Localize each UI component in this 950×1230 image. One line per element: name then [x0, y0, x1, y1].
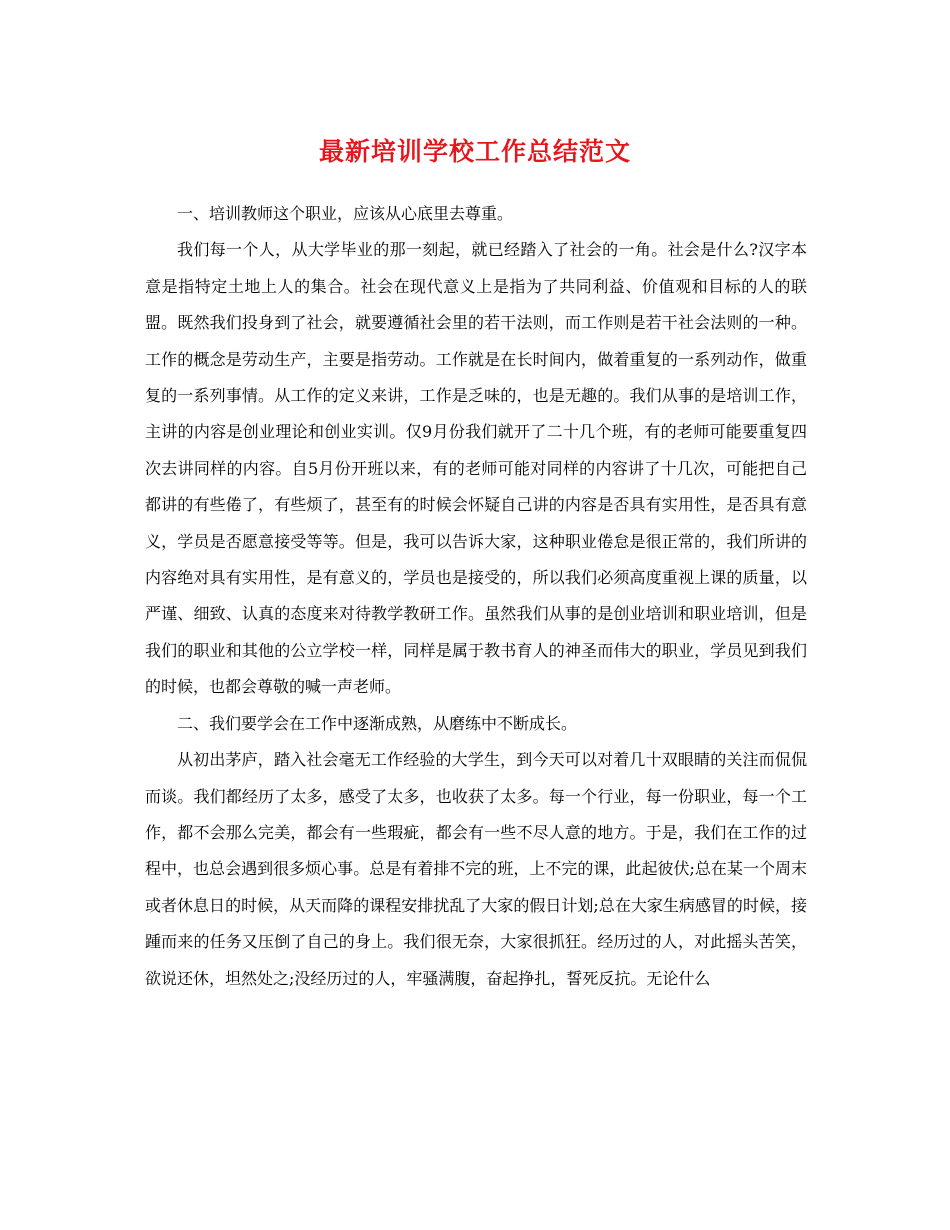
paragraph-heading-1: 一、培训教师这个职业，应该从心底里去尊重。: [177, 204, 514, 223]
paragraph: 我们每一个人，从大学毕业的那一刻起，就已经踏入了社会的一角。社会是什么?汉字本意是指特定土地上人的集合。社会在现代意义上是指为了共同利益、价值观和目标的人的联盟。既然我们投身到了社会，就要遵循社会里的若干法则，而工作则是若干社会法则的一种。工作的概念是劳动生产，主要是指劳动。工作就是在长时间内，做着重复的一系列动作，做重复的一系列事情。从工作的定义来讲，工作是乏味的，也是无趣的。我们从事的是培训工作，主讲的内容是创业理论和创业实训。仅9月份我们就开了二十几个班，有的老师可能要重复四次去讲同样的内容。自5月份开班以来，有的老师可能对同样的内容讲了十几次，可能把自己都讲的有些倦了，有些烦了，甚至有的时候会怀疑自己讲的内容是否具有实用性，是否具有意义，学员是否愿意接受等等。但是，我可以告诉大家，这种职业倦怠是很正常的，我们所讲的内容绝对具有实用性，是有意义的，学员也是接受的，所以我们必须高度重视上课的质量，以严谨、细致、认真的态度来对待教学教研工作。虽然我们从事的是创业培训和职业培训，但是我们的职业和其他的公立学校一样，同样是属于教书育人的神圣而伟大的职业，学员见到我们的时候，也都会尊敬的喊一声老师。: [145, 240, 807, 697]
paragraph: 从初出茅庐，踏入社会毫无工作经验的大学生，到今天可以对着几十双眼睛的关注而侃侃而谈。我们都经历了太多，感受了太多，也收获了太多。每一个行业，每一份职业，每一个工作，都不会那么完美，都会有一些瑕疵，都会有一些不尽人意的地方。于是，我们在工作的过程中，也总会遇到很多烦心事。总是有着排不完的班，上不完的课，此起彼伏;总在某一个周末或者休息日的时候，从天而降的课程安排扰乱了大家的假日计划;总在大家生病感冒的时候，接踵而来的任务又压倒了自己的身上。我们很无奈，大家很抓狂。经历过的人，对此摇头苦笑，欲说还休，坦然处之;没经历过的人，牢骚满腹，奋起挣扎，誓死反抗。无论什么: [145, 750, 807, 988]
document-body: [145, 196, 807, 997]
paragraph-heading-2: 二、我们要学会在工作中逐渐成熟，从磨练中不断成长。: [177, 713, 578, 733]
document-title: 最新培训学校工作总结范文: [318, 137, 631, 166]
